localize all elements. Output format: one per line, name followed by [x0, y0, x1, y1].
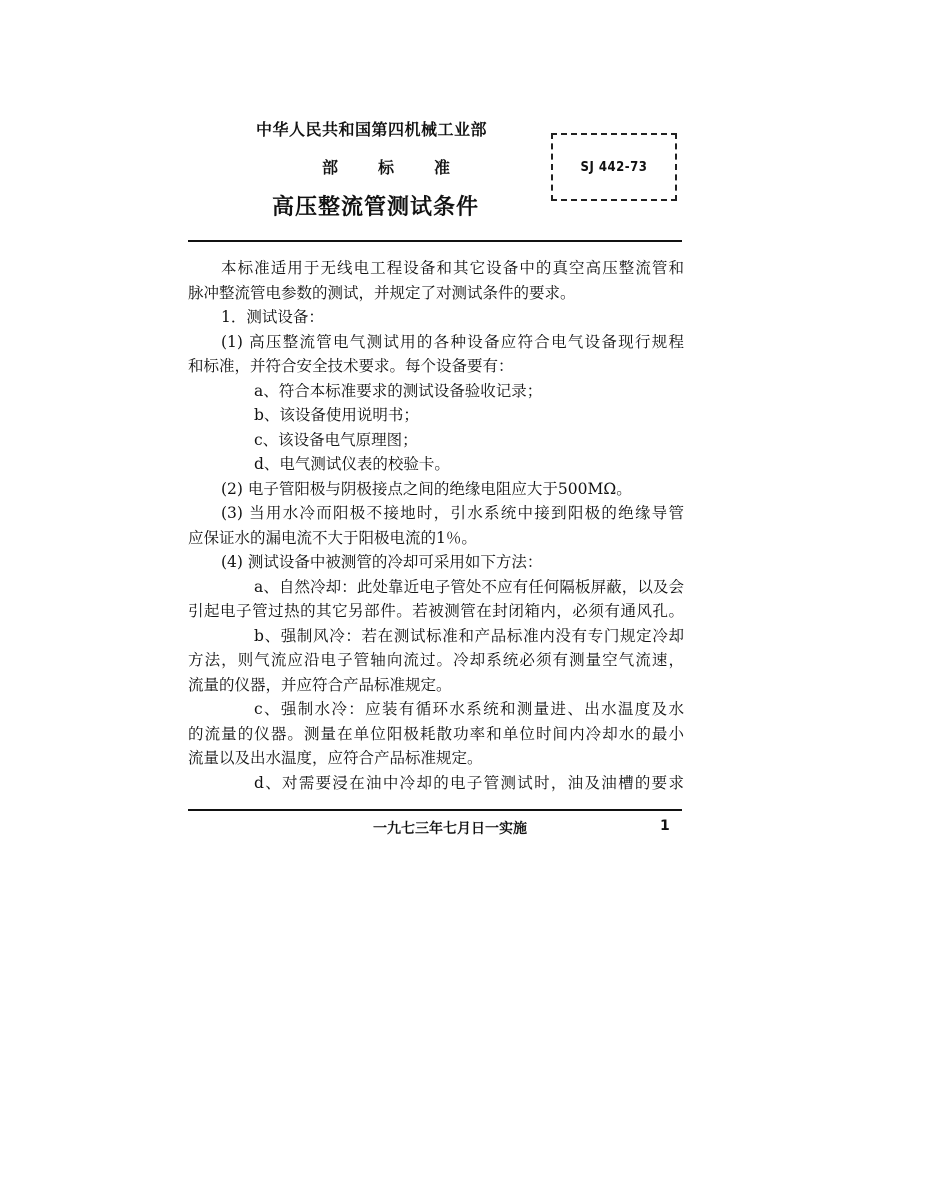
standard-kind-char-1: 部: [322, 158, 339, 177]
standard-code-box: [551, 133, 677, 201]
body-line: 本标准适用于无线电工程设备和其它设备中的真空高压整流管和: [221, 259, 684, 277]
standard-kind-char-3: 准: [434, 158, 451, 177]
body-line: (3) 当用水冷而阳极不接地时，引水系统中接到阳极的绝缘导管: [221, 504, 684, 522]
body-line: 应保证水的漏电流不大于阳极电流的1％。: [188, 528, 477, 547]
body-line: b、该设备使用说明书；: [254, 406, 419, 424]
standard-kind: [322, 155, 490, 178]
body-line: 1．测试设备：: [221, 308, 324, 326]
body-line: 流量的仪器，并应符合产品标准规定。: [188, 675, 452, 694]
page-number: 1: [660, 818, 670, 834]
ministry-name: 中华人民共和国第四机械工业部: [256, 120, 488, 139]
standard-code: SJ 442-73: [580, 159, 648, 175]
effective-date: 一九七三年七月日一实施: [373, 821, 527, 837]
body-line: (2) 电子管阳极与阴极接点之间的绝缘电阻应大于500MΩ。: [221, 479, 632, 498]
header-divider: [188, 240, 682, 242]
body-line: 引起电子管过热的其它另部件。若被测管在封闭箱内，必须有通风孔。: [188, 602, 684, 620]
body-line: a、符合本标准要求的测试设备验收记录；: [254, 381, 543, 400]
document-body: [188, 256, 684, 795]
body-line: 脉冲整流管电参数的测试，并规定了对测试条件的要求。: [188, 283, 576, 302]
body-line: (1) 高压整流管电气测试用的各种设备应符合电气设备现行规程: [221, 332, 684, 351]
body-line: b、强制风冷：若在测试标准和产品标准内没有专门规定冷却: [254, 626, 684, 645]
body-line: 的流量的仪器。测量在单位阳极耗散功率和单位时间内冷却水的最小: [188, 724, 684, 743]
footer-divider: [188, 809, 682, 811]
body-line: a、自然冷却：此处靠近电子管处不应有任何隔板屏蔽，以及会: [254, 577, 684, 596]
body-line: d、对需要浸在油中冷却的电子管测试时，油及油槽的要求: [254, 773, 684, 792]
body-line: c、该设备电气原理图；: [254, 430, 418, 449]
standard-kind-char-2: 标: [378, 158, 395, 177]
body-line: c、强制水冷：应装有循环水系统和测量进、出水温度及水: [254, 700, 684, 718]
body-line: 流量以及出水温度，应符合产品标准规定。: [188, 749, 483, 767]
body-line: 方法，则气流应沿电子管轴向流过。冷却系统必须有测量空气流速，: [188, 651, 684, 669]
body-line: (4) 测试设备中被测管的冷却可采用如下方法：: [221, 553, 543, 571]
document-title: 高压整流管测试条件: [272, 195, 480, 220]
body-line: 和标准，并符合安全技术要求。每个设备要有：: [188, 357, 514, 375]
body-line: d、电气测试仪表的校验卡。: [254, 455, 450, 473]
